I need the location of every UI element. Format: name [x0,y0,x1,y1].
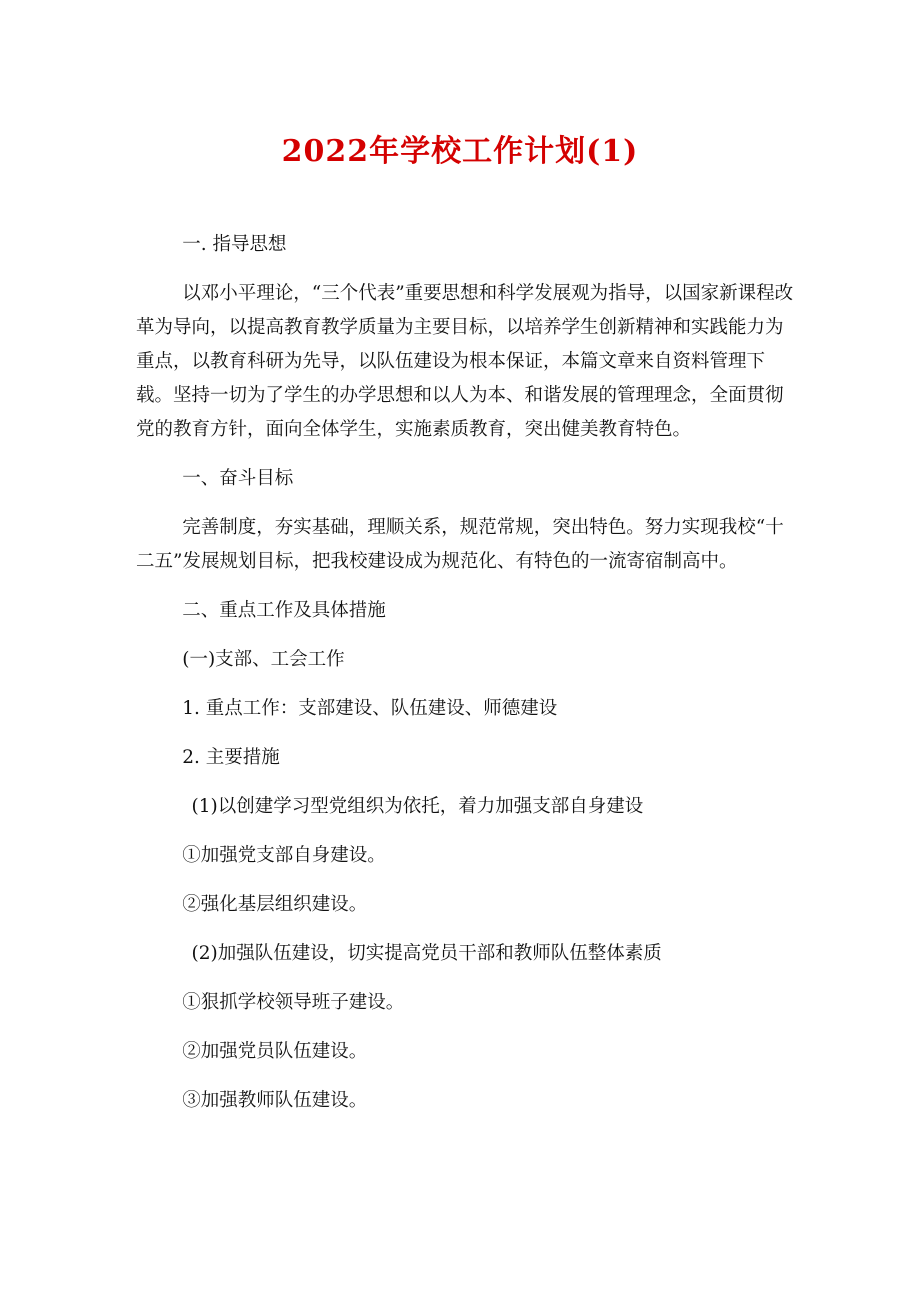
measure-2: (2)加强队伍建设，切实提高党员干部和教师队伍整体素质 [191,943,662,964]
document-title: 2022年学校工作计划(1) [281,134,639,169]
heading-branch-union-work: (一)支部、工会工作 [182,649,345,670]
measure-2-item-3: ③加强教师队伍建设。 [182,1090,368,1111]
paragraph-guiding-ideology: 以邓小平理论，“三个代表”重要思想和科学发展观为指导，以国家新课程改革为导向，以提高教育教学质量为主要目标，以培养学生创新精神和实践能力为重点，以教育科研为先导，以队伍建设为根本保证，本篇文章来自资料管理下载。坚持一切为了学生的办学思想和以人为本、和谐发展的管理理念，全面贯彻党的教育方针，面向全体学生，实施素质教育，突出健美教育特色。 [136,283,794,440]
document-body [136,228,796,1133]
heading-guiding-ideology: 一. 指导思想 [182,234,287,255]
measure-1-item-1: ①加强党支部自身建设。 [182,845,386,866]
heading-goals: 一、奋斗目标 [182,468,294,489]
measure-1: (1)以创建学习型党组织为依托，着力加强支部自身建设 [191,796,644,817]
heading-key-work: 二、重点工作及具体措施 [182,600,386,621]
item-main-measures: 2. 主要措施 [182,747,280,768]
measure-2-item-2: ②加强党员队伍建设。 [182,1041,368,1062]
paragraph-goals: 完善制度，夯实基础，理顺关系，规范常规，突出特色。努力实现我校“十二五”发展规划目标，把我校建设成为规范化、有特色的一流寄宿制高中。 [136,517,784,572]
measure-2-item-1: ①狠抓学校领导班子建设。 [182,992,405,1013]
item-key-work: 1. 重点工作：支部建设、队伍建设、师德建设 [182,698,558,719]
measure-1-item-2: ②强化基层组织建设。 [182,894,368,915]
